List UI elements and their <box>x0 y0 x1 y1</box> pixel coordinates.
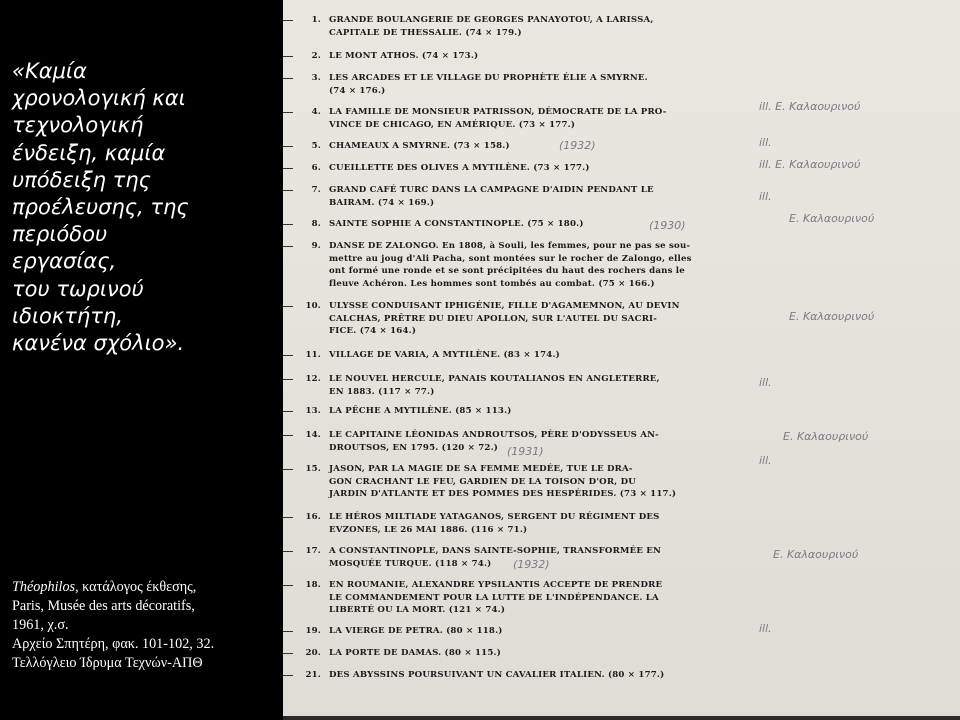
catalog-entry-number: 12. <box>305 374 321 384</box>
catalog-page-photo <box>283 0 960 720</box>
margin-tick-mark <box>283 469 293 470</box>
caption-line-1-rest: , κατάλογος έκθεσης, <box>75 579 197 595</box>
quote-line: υπόδειξη της <box>12 167 151 192</box>
catalog-entry-number: 5. <box>311 141 321 151</box>
margin-note-17: E. Καλαουρινού <box>773 548 859 561</box>
margin-note-14: E. Καλαουρινού <box>783 430 869 443</box>
catalog-entry-line: JARDIN D'ATLANTE ET DES POMMES DES HESPÉRIDES. (73 × 117.) <box>329 489 677 500</box>
catalog-entry-line: ont formé une ronde et se sont précipitées du haut des rochers dans le <box>329 266 685 277</box>
catalog-entry-line: CAPITALE DE THESSALIE. (74 × 179.) <box>329 27 522 38</box>
catalog-entry-line: MOSQUÉE TURQUE. (118 × 74.) <box>329 558 492 569</box>
catalog-entry-number: 13. <box>305 406 321 416</box>
caption-line-2: Paris, Musée des arts décoratifs, <box>12 598 195 614</box>
catalog-entry-text <box>329 511 749 536</box>
quote-line: εργασίας, <box>12 249 117 274</box>
catalog-entry-number: 1. <box>311 15 321 25</box>
caption <box>12 578 282 673</box>
quote-line: προέλευσης, της <box>12 195 189 220</box>
catalog-entry-number: 17. <box>305 546 321 556</box>
photo-bottom-edge <box>283 716 960 720</box>
margin-tick-mark <box>283 551 293 552</box>
catalog-entry-number: 16. <box>305 512 321 522</box>
margin-note-10: E. Καλαουρινού <box>789 310 875 323</box>
catalog-entry-line: EVZONES, LE 26 MAI 1886. (116 × 71.) <box>329 524 528 535</box>
catalog-entry-line: CALCHAS, PRÊTRE DU DIEU APOLLON, SUR L'AUTEL DU SACRI- <box>329 313 658 324</box>
margin-tick-mark <box>283 168 293 169</box>
margin-note-5: ill. <box>759 136 772 149</box>
catalog-entry-line: LES ARCADES ET LE VILLAGE DU PROPHÈTE ÉLIE A SMYRNE. <box>329 73 648 83</box>
margin-tick-mark <box>283 585 293 586</box>
catalog-entry-line: ULYSSE CONDUISANT IPHIGÉNIE, FILLE D'AGAMEMNON, AU DEVIN <box>329 301 680 311</box>
margin-tick-mark <box>283 224 293 225</box>
catalog-entry-text <box>329 405 749 418</box>
catalog-entry-line: DROUTSOS, EN 1795. (120 × 72.) <box>329 442 499 453</box>
catalog-entry-line: fleuve Achéron. Les hommes sont tombés au combat. (75 × 166.) <box>329 278 655 289</box>
margin-tick-mark <box>283 246 293 247</box>
margin-tick-mark <box>283 355 293 356</box>
margin-tick-mark <box>283 517 293 518</box>
catalog-entry-line: SAINTE SOPHIE A CONSTANTINOPLE. (75 × 180.) <box>329 219 584 229</box>
catalog-entry-line: CHAMEAUX A SMYRNE. (73 × 158.) <box>329 141 510 151</box>
catalog-entry-line: LE CAPITAINE LÉONIDAS ANDROUTSOS, PÈRE D'ODYSSEUS AN- <box>329 430 659 440</box>
catalog-entry-text <box>329 373 749 398</box>
catalog-entry-line: mettre au joug d'Ali Pacha, sont montées sur le rocher de Zalongo, elles <box>329 253 692 264</box>
catalog-entry-number: 8. <box>311 219 321 229</box>
catalog-entry-number: 11. <box>305 350 321 360</box>
catalog-entry-line: LA PORTE DE DAMAS. (80 × 115.) <box>329 648 501 658</box>
catalog-entry-text <box>329 579 749 617</box>
margin-tick-mark <box>283 379 293 380</box>
catalog-entry-text <box>329 625 749 638</box>
catalog-entry-line: EN 1883. (117 × 77.) <box>329 386 435 397</box>
margin-tick-mark <box>283 675 293 676</box>
catalog-entry-number: 15. <box>305 464 321 474</box>
margin-tick-mark <box>283 20 293 21</box>
catalog-entry-text <box>329 162 749 175</box>
catalog-entry-line: LIBERTÉ OU LA MORT. (121 × 74.) <box>329 605 506 616</box>
quote-line: ένδειξη, καμία <box>12 140 166 165</box>
margin-note-6: ill. E. Καλαουρινού <box>759 158 861 171</box>
margin-note-15: ill. <box>759 454 772 467</box>
quote-line: «Καμία <box>12 59 87 83</box>
catalog-entry-text <box>329 72 749 97</box>
catalog-entry-line: LE COMMANDEMENT POUR LA LUTTE DE L'INDÉPENDANCE. LA <box>329 592 659 603</box>
catalog-entry-line: GRANDE BOULANGERIE DE GEORGES PANAYOTOU, A LARISSA, <box>329 15 654 25</box>
catalog-entry-text <box>329 240 749 290</box>
margin-tick-mark <box>283 78 293 79</box>
catalog-entry-number: 4. <box>311 107 321 117</box>
catalog-entry-number: 2. <box>311 51 321 61</box>
handwritten-year-8: (1930) <box>649 219 686 232</box>
catalog-entry-text <box>329 669 749 682</box>
margin-tick-mark <box>283 631 293 632</box>
catalog-entry-text <box>329 545 749 570</box>
margin-tick-mark <box>283 306 293 307</box>
margin-tick-mark <box>283 146 293 147</box>
margin-note-19: ill. <box>759 622 772 635</box>
catalog-entry-number: 7. <box>311 185 321 195</box>
margin-tick-mark <box>283 653 293 654</box>
quote-line: χρονολογική και <box>12 86 186 111</box>
quote-line: του τωρινού <box>12 276 144 301</box>
catalog-entry-line: DANSE DE ZALONGO. En 1808, à Souli, les femmes, pour ne pas se sou- <box>329 241 691 251</box>
margin-tick-mark <box>283 190 293 191</box>
quote-line: κανένα σχόλιο». <box>12 331 185 356</box>
catalog-entry-line: VILLAGE DE VARIA, A MYTILÈNE. (83 × 174.) <box>329 350 560 360</box>
catalog-entry-text <box>329 429 749 454</box>
caption-line-5: Τελλόγλειο Ίδρυμα Τεχνών-ΑΠΘ <box>12 655 203 671</box>
caption-title: Théophilos <box>12 579 76 595</box>
catalog-entry-text <box>329 647 749 660</box>
catalog-entry-number: 9. <box>311 241 321 251</box>
margin-note-8: E. Καλαουρινού <box>789 212 875 225</box>
catalog-entry-number: 20. <box>305 648 321 658</box>
quote-text <box>12 58 272 357</box>
handwritten-year-14: (1931) <box>507 445 544 458</box>
catalog-entry-number: 18. <box>305 580 321 590</box>
catalog-entry-number: 10. <box>305 301 321 311</box>
caption-line-1 <box>12 578 282 597</box>
handwritten-year-5: (1932) <box>559 139 596 152</box>
catalog-entry-line: EN ROUMANIE, ALEXANDRE YPSILANTIS ACCEPTE DE PRENDRE <box>329 580 663 590</box>
catalog-entry-line: GRAND CAFÉ TURC DANS LA CAMPAGNE D'AIDIN PENDANT LE <box>329 185 654 195</box>
catalog-entry-line: LE MONT ATHOS. (74 × 173.) <box>329 51 479 61</box>
catalog-entry-line: FICE. (74 × 164.) <box>329 326 417 337</box>
catalog-entry-text <box>329 140 749 153</box>
catalog-entry-line: DES ABYSSINS POURSUIVANT UN CAVALIER ITALIEN. (80 × 177.) <box>329 670 665 680</box>
catalog-entry-line: LE HÉROS MILTIADE YATAGANOS, SERGENT DU RÉGIMENT DES <box>329 512 660 522</box>
catalog-entry-text <box>329 300 749 338</box>
margin-tick-mark <box>283 411 293 412</box>
catalog-entry-line: LA FAMILLE DE MONSIEUR PATRISSON, DÉMOCRATE DE LA PRO- <box>329 107 667 117</box>
margin-tick-mark <box>283 112 293 113</box>
catalog-entry-line: JASON, PAR LA MAGIE DE SA FEMME MEDÉE, TUE LE DRA- <box>329 464 633 474</box>
catalog-entry-line: LE NOUVEL HERCULE, PANAIS KOUTALIANOS EN ANGLETERRE, <box>329 374 660 384</box>
margin-note-4: ill. E. Καλαουρινού <box>759 100 861 113</box>
catalog-entry-line: GON CRACHANT LE FEU, GARDIEN DE LA TOISON D'OR, DU <box>329 476 636 487</box>
catalog-entry-number: 3. <box>311 73 321 83</box>
quote-line: περιόδου <box>12 222 108 247</box>
margin-tick-mark <box>283 435 293 436</box>
margin-note-7: ill. <box>759 190 772 203</box>
catalog-entry-text <box>329 218 749 231</box>
catalog-entry-line: A CONSTANTINOPLE, DANS SAINTE-SOPHIE, TRANSFORMÉE EN <box>329 546 662 556</box>
catalog-entry-number: 14. <box>305 430 321 440</box>
catalog-entry-line: LA PÊCHE A MYTILÈNE. (85 × 113.) <box>329 406 512 416</box>
catalog-entry-line: (74 × 176.) <box>329 85 386 96</box>
quote-line: τεχνολογική <box>12 113 144 138</box>
catalog-entry-text <box>329 349 749 362</box>
catalog-entry-text <box>329 184 749 209</box>
catalog-entry-text <box>329 50 749 63</box>
caption-line-4: Αρχείο Σπητέρη, φακ. 101-102, 32. <box>12 636 215 652</box>
catalog-entry-number: 19. <box>305 626 321 636</box>
handwritten-year-17: (1932) <box>513 558 550 571</box>
catalog-entry-number: 21. <box>305 670 321 680</box>
catalog-entry-line: BAIRAM. (74 × 169.) <box>329 197 435 208</box>
margin-tick-mark <box>283 56 293 57</box>
catalog-entry-text <box>329 106 749 131</box>
catalog-entry-number: 6. <box>311 163 321 173</box>
catalog-entry-line: CUEILLETTE DES OLIVES A MYTILÈNE. (73 × 177.) <box>329 163 590 173</box>
catalog-entry-line: VINCE DE CHICAGO, EN AMÉRIQUE. (73 × 177.) <box>329 119 576 130</box>
catalog-entry-text <box>329 14 749 39</box>
catalog-entry-text <box>329 463 749 501</box>
quote-line: ιδιοκτήτη, <box>12 303 123 328</box>
catalog-entry-line: LA VIERGE DE PETRA. (80 × 118.) <box>329 626 503 636</box>
caption-line-3: 1961, χ.σ. <box>12 617 69 633</box>
margin-note-12: ill. <box>759 376 772 389</box>
